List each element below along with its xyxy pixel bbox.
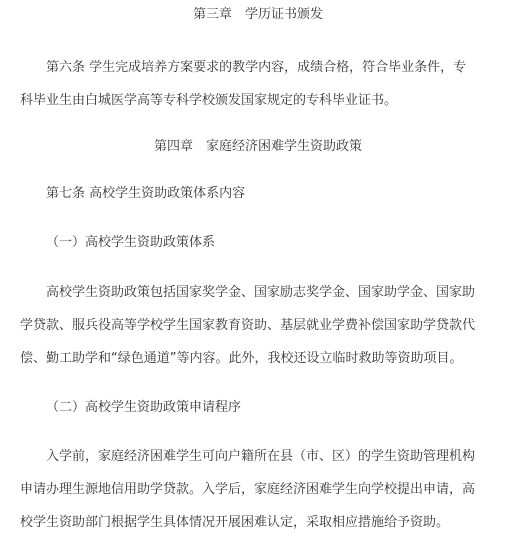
section-1-para-line-3: 偿、勤工助学和“绿色通道”等内容。此外，我校还设立临时救助等资助项目。 xyxy=(20,351,463,366)
section-1-para-line-2: 学贷款、服兵役高等学校学生国家教育资助、基层就业学费补偿国家助学贷款代 xyxy=(20,318,476,333)
section-1-para-line-1: 高校学生资助政策包括国家奖学金、国家励志奖学金、国家助学金、国家助 xyxy=(46,285,476,300)
section-2-para-line-3: 校学生资助部门根据学生具体情况开展困难认定，采取相应措施给予资助。 xyxy=(20,515,450,530)
section-2-heading: （二）高校学生资助政策申请程序 xyxy=(46,400,242,415)
article-7-title: 第七条 高校学生资助政策体系内容 xyxy=(46,186,246,201)
section-1-heading: （一）高校学生资助政策体系 xyxy=(46,235,216,250)
section-2-para-line-1: 入学前，家庭经济困难学生可向户籍所在县（市、区）的学生资助管理机构 xyxy=(46,449,476,464)
section-2-para-line-2: 申请办理生源地信用助学贷款。入学后，家庭经济困难学生向学校提出申请，高 xyxy=(20,482,476,497)
article-6-line-1: 第六条 学生完成培养方案要求的教学内容，成绩合格，符合毕业条件，专 xyxy=(46,60,467,75)
chapter-3-heading: 第三章 学历证书颁发 xyxy=(192,7,323,22)
article-6-line-2: 科毕业生由白城医学高等专科学校颁发国家规定的专科毕业证书。 xyxy=(20,93,398,108)
chapter-4-heading: 第四章 家庭经济困难学生资助政策 xyxy=(153,139,362,154)
